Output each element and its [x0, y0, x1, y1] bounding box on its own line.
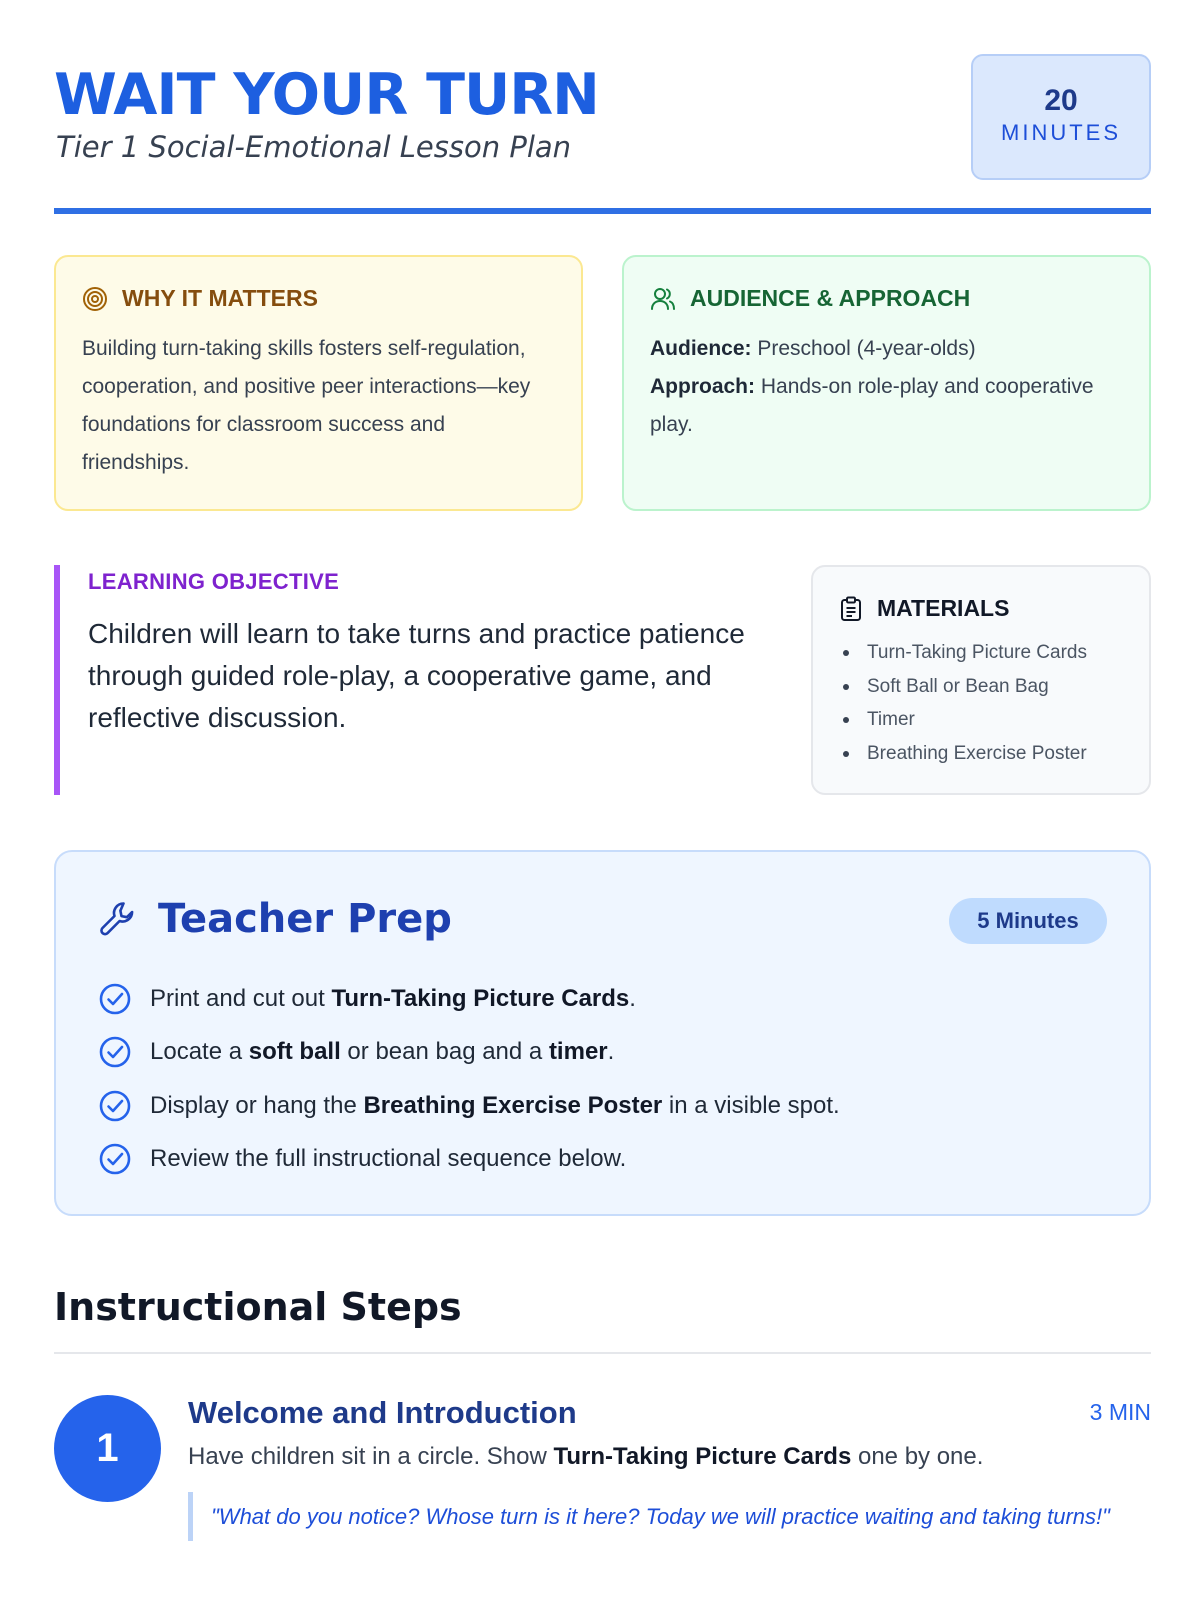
approach-value: Hands-on role-play and cooperative play. — [650, 375, 1094, 436]
check-circle-icon — [98, 1142, 132, 1176]
material-item: Breathing Exercise Poster — [839, 737, 1123, 771]
teacher-prep-title: Teacher Prep — [158, 896, 452, 942]
materials-header — [839, 595, 1123, 622]
materials-card — [811, 565, 1151, 795]
page-title: WAIT YOUR TURN — [54, 62, 599, 128]
instructional-steps-heading: Instructional Steps — [54, 1285, 462, 1329]
header — [54, 0, 1151, 215]
why-it-matters-card — [54, 255, 583, 511]
prep-checklist-item — [98, 972, 840, 1026]
material-item: Soft Ball or Bean Bag — [839, 670, 1123, 704]
audience-approach-heading: AUDIENCE & APPROACH — [690, 285, 971, 311]
audience-value: Preschool (4-year-olds) — [757, 337, 976, 360]
audience-approach-header — [650, 285, 1123, 312]
teacher-prep-checklist — [98, 972, 840, 1186]
why-it-matters-heading: WHY IT MATTERS — [122, 285, 318, 311]
step-number-badge: 1 — [54, 1395, 161, 1502]
prep-checklist-item — [98, 1079, 840, 1133]
step-duration: 3 MIN — [1089, 1399, 1151, 1425]
step-title: Welcome and Introduction — [188, 1395, 577, 1430]
teacher-prep-header — [98, 896, 452, 942]
lesson-plan-page — [54, 0, 1151, 1529]
duration-badge — [971, 54, 1151, 180]
wrench-icon — [98, 899, 138, 939]
approach-label: Approach: — [650, 375, 755, 398]
material-item: Turn-Taking Picture Cards — [839, 636, 1123, 670]
approach-line — [650, 368, 1123, 444]
check-circle-icon — [98, 1089, 132, 1123]
audience-approach-text — [650, 330, 1123, 444]
materials-heading: MATERIALS — [877, 595, 1010, 621]
duration-value: 20 — [1044, 84, 1078, 117]
header-divider — [54, 208, 1151, 214]
prep-checklist-item — [98, 1026, 840, 1080]
check-circle-icon — [98, 1035, 132, 1069]
why-it-matters-text: Building turn-taking skills fosters self-regulation, cooperation, and positive peer interactions—key foundations for classroom success and friendships. — [82, 337, 531, 474]
teacher-prep-duration-badge: 5 Minutes — [949, 898, 1107, 944]
why-it-matters-header — [82, 285, 555, 312]
audience-approach-card — [622, 255, 1151, 511]
audience-line — [650, 330, 1123, 368]
prep-item-text: Review the full instructional sequence below. — [150, 1145, 627, 1173]
page-subtitle: Tier 1 Social-Emotional Lesson Plan — [56, 130, 572, 164]
target-icon — [82, 286, 108, 312]
prep-item-text: Print and cut out Turn-Taking Picture Cards. — [150, 984, 636, 1012]
materials-list — [839, 636, 1123, 770]
duration-unit: MINUTES — [1001, 120, 1121, 145]
objective-label: LEARNING OBJECTIVE — [88, 569, 340, 594]
check-circle-icon — [98, 982, 132, 1016]
teacher-prep-panel — [54, 850, 1151, 1216]
material-item: Timer — [839, 703, 1123, 737]
learning-objective — [54, 565, 754, 795]
info-cards — [54, 255, 1151, 511]
prep-checklist-item — [98, 1133, 840, 1187]
step-description: Have children sit in a circle. Show Turn-Taking Picture Cards one by one. — [188, 1443, 984, 1470]
step-script-quote: "What do you notice? Whose turn is it here? Today we will practice waiting and taking turns!" — [188, 1492, 1128, 1541]
objective-text: Children will learn to take turns and practice patience through guided role-play, a cooperative game, and reflective discussion. — [88, 618, 745, 733]
prep-item-text: Display or hang the Breathing Exercise Poster in a visible spot. — [150, 1091, 840, 1119]
prep-item-text: Locate a soft ball or bean bag and a timer. — [150, 1038, 615, 1066]
users-icon — [650, 286, 676, 312]
steps-divider — [54, 1352, 1151, 1354]
clipboard-icon — [839, 596, 863, 622]
audience-label: Audience: — [650, 337, 752, 360]
